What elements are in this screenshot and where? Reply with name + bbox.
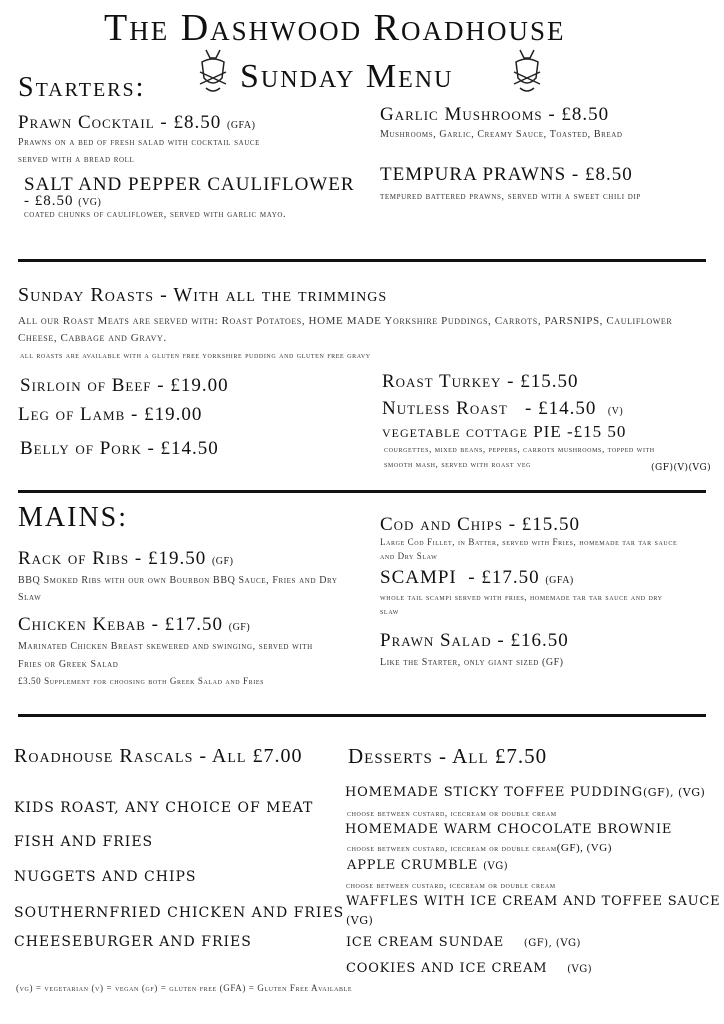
dessert-item — [345, 785, 705, 800]
roasts-heading: Sunday Roasts - With all the trimmings — [18, 284, 388, 306]
item-title: SCAMPI - £17.50 — [380, 567, 540, 588]
menu-item-name: Cod and Chips - £15.50 — [380, 514, 581, 535]
dessert-item: WAFFLES WITH ICE CREAM AND TOFFEE SAUCE — [346, 894, 721, 909]
dessert-desc — [347, 840, 612, 857]
item-price: - £8.50 — [24, 193, 74, 209]
diet-tag: (VG) — [483, 861, 509, 872]
roasts-note: All our Roast Meats are served with: Roast Potatoes, HOME MADE Yorkshire Puddings, Carrots, PARSNIPS, Cauliflower Cheese, Cabbage and Gravy. — [18, 315, 673, 344]
menu-subtitle: Sunday Menu — [240, 58, 454, 95]
item-desc: choose between custard, icecream or double cream — [347, 843, 557, 853]
menu-item-desc: BBQ Smoked Ribs with our own Bourbon BBQ Sauce, Fries and Dry Slaw — [18, 575, 338, 603]
starters-heading: Starters: — [18, 72, 146, 103]
menu-item-desc: Marinated Chicken Breast skewered and swinging, served with Fries or Greek Salad — [18, 641, 313, 670]
item-title: ICE CREAM SUNDAE — [346, 935, 505, 950]
dessert-item: HOMEMADE WARM CHOCOLATE BROWNIE — [345, 822, 673, 837]
item-title: Chicken Kebab - £17.50 — [18, 614, 223, 635]
section-divider — [18, 714, 706, 717]
diet-tag: (VG) — [567, 964, 593, 975]
menu-item-desc: courgettes, mixed beans, peppers, carrots mushrooms, topped with smooth mash, served with roast veg — [384, 444, 655, 469]
desserts-heading: Desserts - All £7.50 — [348, 744, 548, 768]
menu-item-desc: Prawns on a bed of fresh salad with cocktail sauce served with a bread roll — [18, 137, 261, 165]
dessert-item — [346, 935, 581, 950]
menu-item-name — [382, 398, 623, 420]
diet-tag: (VG) — [346, 914, 374, 927]
crest-icon — [196, 48, 230, 96]
rascals-heading: Roadhouse Rascals - All £7.00 — [14, 745, 303, 767]
diet-tag: (GF) — [228, 622, 251, 633]
menu-item-desc: whole tail scampi served with fries, homemade tar tar sauce and dry slaw — [380, 592, 663, 616]
menu-item-name — [18, 614, 250, 636]
item-title: APPLE CRUMBLE — [347, 858, 479, 873]
item-title: Prawn Cocktail - £8.50 — [18, 112, 222, 133]
section-divider — [18, 490, 706, 493]
diet-tag: (GFA) — [227, 120, 256, 131]
item-desc: Like the Starter, only giant sized — [380, 657, 539, 668]
dessert-desc: choose between custard, icecream or double cream — [347, 808, 557, 818]
kids-item: CHEESEBURGER AND FRIES — [14, 934, 252, 950]
menu-item-desc: Mushrooms, Garlic, Creamy Sauce, Toasted, Bread — [380, 129, 623, 140]
mains-heading: MAINS: — [18, 502, 129, 533]
dietary-legend: (vg) = vegetarian (v) = vegan (gf) = gluten free (GFA) = Gluten Free Available — [16, 983, 353, 993]
kids-item: SOUTHERNFRIED CHICKEN AND FRIES — [14, 905, 345, 921]
menu-item-name: SALT AND PEPPER CAULIFLOWER — [24, 174, 355, 195]
kids-item: KIDS ROAST, ANY CHOICE OF MEAT — [14, 800, 314, 816]
dessert-item — [346, 961, 592, 976]
item-title: COOKIES AND ICE CREAM — [346, 961, 548, 976]
diet-tag: (VG) — [78, 197, 102, 208]
menu-item-name — [18, 548, 233, 570]
crest-icon — [510, 48, 544, 96]
kids-item: FISH AND FRIES — [14, 834, 154, 850]
menu-item-name: Leg of Lamb - £19.00 — [18, 404, 203, 425]
supplement-note: £3.50 Supplement for choosing both Greek Salad and Fries — [18, 676, 265, 686]
menu-item-desc: tempured battered prawns, served with a sweet chili dip — [380, 191, 641, 202]
item-title: HOMEMADE STICKY TOFFEE PUDDING — [345, 785, 643, 800]
dessert-item — [347, 858, 508, 873]
diet-tag: (GF), (VG) — [523, 938, 581, 949]
diet-tag: (GF), (VG) — [556, 842, 612, 854]
menu-item-name — [380, 567, 574, 589]
menu-item-desc: Large Cod Fillet, in Batter, served with Fries, homemade tar tar sauce and Dry Slaw — [380, 537, 678, 561]
dessert-desc: choose between custard, icecream or double cream — [346, 880, 556, 890]
item-title: Rack of Ribs - £19.50 — [18, 548, 207, 569]
menu-item-name: Garlic Mushrooms - £8.50 — [380, 104, 610, 125]
diet-tag: (GF), (VG) — [642, 786, 706, 799]
menu-item-name: Prawn Salad - £16.50 — [380, 630, 569, 651]
item-title: Nutless Roast - £14.50 — [382, 398, 597, 419]
kids-item: NUGGETS AND CHIPS — [14, 869, 197, 885]
diet-tag: (GF) — [211, 556, 234, 567]
section-divider — [18, 259, 706, 262]
menu-item-name: Roast Turkey - £15.50 — [382, 371, 579, 392]
roasts-gf-note: all roasts are available with a gluten free yorkshire pudding and gluten free gravy — [20, 350, 371, 360]
diet-tag: (GF)(V)(VG) — [651, 463, 712, 473]
menu-item-desc: coated chunks of cauliflower, served with garlic mayo. — [24, 209, 287, 220]
restaurant-title: The Dashwood Roadhouse — [104, 7, 566, 49]
menu-item-name: TEMPURA PRAWNS - £8.50 — [380, 164, 633, 185]
menu-item-name: Belly of Pork - £14.50 — [20, 438, 219, 459]
menu-item-desc — [380, 654, 564, 671]
diet-tag: (V) — [607, 406, 624, 417]
menu-item-name: vegetable cottage PIE -£15 50 — [382, 422, 627, 441]
diet-tag: (GFA) — [545, 575, 574, 586]
menu-item-name — [18, 112, 255, 134]
diet-tag: (GF) — [542, 657, 564, 668]
menu-item-name: Sirloin of Beef - £19.00 — [20, 375, 229, 396]
